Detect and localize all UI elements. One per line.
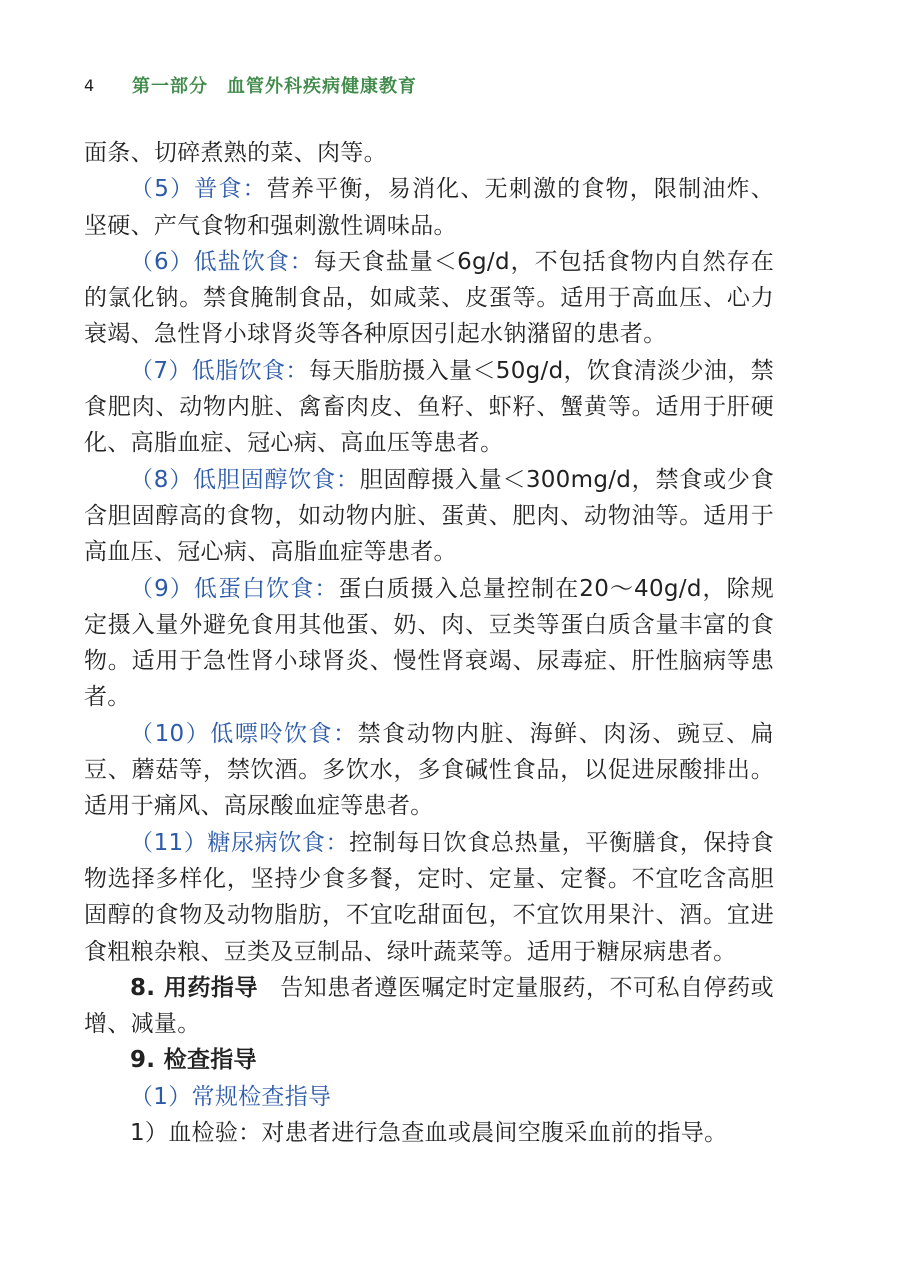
diet-item-low-protein (84, 571, 774, 716)
diet-item-low-salt (84, 244, 774, 353)
page-body (84, 135, 774, 1151)
subsection-routine-exam (84, 1079, 774, 1115)
paragraph-text: 面条、切碎煮熟的菜、肉等。 (84, 140, 387, 166)
item-text: 蛋白质摄入总量控制在20～40g/d，除规定摄入量外避免食用其他蛋、奶、肉、豆类等蛋白质含量丰富的食物。适用于急性肾小球肾炎、慢性肾衰竭、尿毒症、肝性脑病等患者。 (84, 575, 774, 711)
item-text: 禁食动物内脏、海鲜、肉汤、豌豆、扁豆、蘑菇等，禁饮酒。多饮水，多食碱性食品，以促进尿酸排出。适用于痛风、高尿酸血症等患者。 (84, 720, 774, 820)
paragraph-text: 1）血检验：对患者进行急查血或晨间空腹采血前的指导。 (130, 1120, 728, 1147)
item-text: 每天食盐量＜6g/d，不包括食物内自然存在的氯化钠。禁食腌制食品，如咸菜、皮蛋等。适用于高血压、心力衰竭、急性肾小球肾炎等各种原因引起水钠潴留的患者。 (84, 248, 774, 348)
diet-item-diabetic (84, 825, 774, 970)
section-medication-guidance (84, 970, 774, 1043)
item-label: （5）普食： (130, 176, 267, 203)
page-header (84, 70, 417, 100)
chapter-title: 第一部分 血管外科疾病健康教育 (132, 76, 417, 97)
item-text: 每天脂肪摄入量＜50g/d，饮食清淡少油，禁食肥肉、动物内脏、禽畜肉皮、鱼籽、虾籽、蟹黄等。适用于肝硬化、高脂血症、冠心病、高血压等患者。 (84, 357, 774, 457)
item-label: （6）低盐饮食： (130, 248, 314, 275)
item-text: 营养平衡，易消化、无刺激的食物，限制油炸、坚硬、产气食物和强刺激性调味品。 (84, 176, 774, 239)
item-label: （7）低脂饮食： (130, 357, 309, 384)
section-heading: 9. 检查指导 (130, 1047, 257, 1074)
item-text: 控制每日饮食总热量，平衡膳食，保持食物选择多样化，坚持少食多餐，定时、定量、定餐。不宜吃含高胆固醇的食物及动物脂肪，不宜吃甜面包，不宜饮用果汁、酒。宜进食粗粮杂粮、豆类及豆制品、绿叶蔬菜等。适用于糖尿病患者。 (84, 829, 774, 965)
subsection-heading: （1）常规检查指导 (130, 1083, 332, 1110)
page-number: 4 (84, 75, 95, 95)
section-heading: 8. 用药指导 (130, 974, 258, 1001)
paragraph-blood-test (84, 1115, 774, 1151)
diet-item-low-fat (84, 353, 774, 462)
diet-item-low-purine (84, 716, 774, 825)
item-label: （9）低蛋白饮食： (130, 575, 339, 602)
item-text: 胆固醇摄入量＜300mg/d，禁食或少食含胆固醇高的食物，如动物内脏、蛋黄、肥肉、动物油等。适用于高血压、冠心病、高脂血症等患者。 (84, 466, 774, 566)
item-label: （11）糖尿病饮食： (130, 829, 350, 856)
item-label: （10）低嘌呤饮食： (130, 720, 358, 747)
diet-item-regular (84, 171, 774, 244)
section-text: 告知患者遵医嘱定时定量服药，不可私自停药或增、减量。 (84, 974, 774, 1038)
item-label: （8）低胆固醇饮食： (130, 466, 360, 493)
diet-item-low-cholesterol (84, 462, 774, 571)
section-exam-guidance (84, 1042, 774, 1078)
paragraph-noodles (84, 135, 774, 171)
